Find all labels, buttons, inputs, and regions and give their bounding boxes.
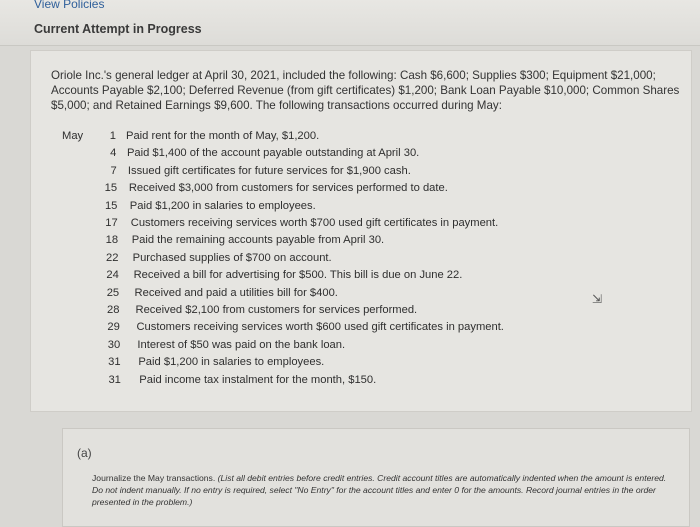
transaction-day: 15 (104, 182, 118, 195)
transaction-description: Interest of $50 was paid on the bank loan. (137, 338, 346, 351)
transaction-day: 28 (107, 304, 120, 316)
transaction-day: 31 (108, 356, 121, 369)
transaction-day: 29 (107, 321, 120, 334)
transaction-day: 15 (104, 199, 118, 212)
transaction-day: 24 (106, 269, 119, 282)
mouse-cursor-icon: ⇲ (592, 292, 603, 306)
transaction-day: 4 (110, 147, 117, 160)
transaction-description: Paid $1,400 of the account payable outstanding at April 30. (126, 147, 420, 160)
attempt-status: Current Attempt in Progress (34, 22, 202, 36)
transaction-day: 22 (105, 251, 119, 264)
month-label: May (62, 130, 84, 142)
transaction-day: 7 (110, 164, 117, 177)
problem-intro: Oriole Inc.'s general ledger at April 30, 2021, included the following: Cash $6,600; Supplies $300; Equipment $21,000; Accounts Payable $2,100; Deferred Revenue (from gift certificates) $1,200; Bank Loan Payable $10,000; Common Shares $5,000; and Retained Earnings $9,600. The following transactions occurred during May: (51, 69, 680, 112)
transaction-day: 17 (105, 217, 118, 229)
transaction-day: 25 (106, 286, 120, 299)
transaction-description: Issued gift certificates for future services for $1,900 cash. (127, 164, 411, 177)
transaction-description: Paid the remaining accounts payable from April 30. (131, 234, 385, 247)
transaction-description: Paid income tax instalment for the month, $150. (139, 373, 377, 386)
transaction-day: 18 (105, 234, 119, 247)
transaction-description: Received $3,000 from customers for services performed to date. (128, 182, 448, 195)
transaction-description: Paid $1,200 in salaries to employees. (138, 356, 325, 369)
header-bar (0, 0, 700, 46)
transaction-description: Customers receiving services worth $600 used gift certificates in payment. (136, 321, 504, 334)
transaction-description: Received $2,100 from customers for services performed. (135, 304, 418, 316)
transaction-day: 30 (107, 338, 121, 351)
part-a-instructions (92, 472, 667, 508)
transaction-description: Customers receiving services worth $700 used gift certificates in payment. (130, 217, 499, 229)
transaction-day: 1 (109, 130, 116, 142)
instruction-details: (List all debit entries before credit entries. Credit account titles are automatically indented when the amount is entered. Do not indent manually. If no entry is required, select "No Entry" for the account titles and enter 0 for the amounts. Record journal entries in the order presented in the problem.) (92, 473, 667, 507)
part-a-label: (a) (77, 446, 92, 460)
transaction-description: Paid $1,200 in salaries to employees. (129, 199, 316, 212)
transaction-description: Paid rent for the month of May, $1,200. (126, 130, 320, 142)
transaction-day: 31 (108, 373, 121, 386)
view-policies-link[interactable]: View Policies (34, 0, 105, 11)
transaction-description: Received and paid a utilities bill for $400. (134, 286, 338, 299)
transaction-description: Received a bill for advertising for $500. This bill is due on June 22. (133, 269, 463, 282)
instruction-lead: Journalize the May transactions. (92, 473, 216, 483)
transaction-description: Purchased supplies of $700 on account. (132, 251, 332, 264)
